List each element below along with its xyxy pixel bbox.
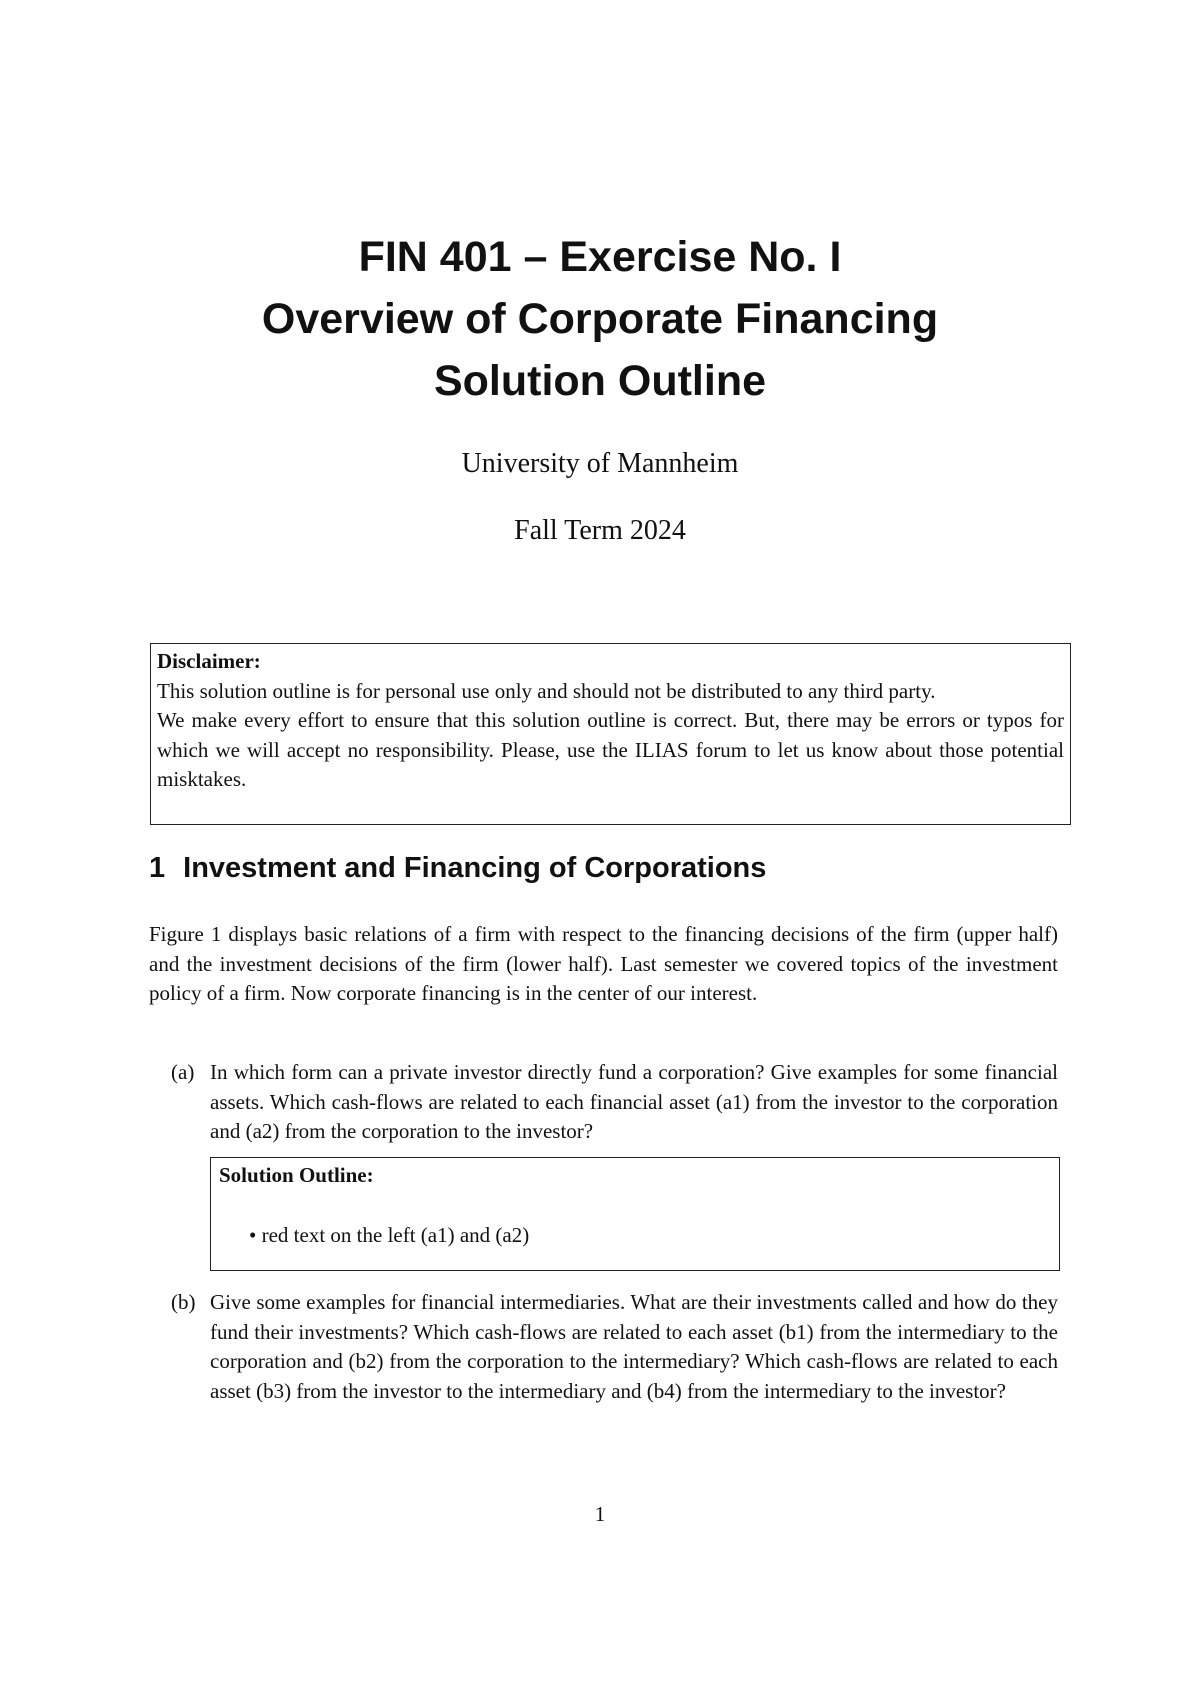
question-text: In which form can a private investor directly fund a corporation? Give examples for some financial assets. Which cash-flows are related to each financial asset (a1) from the investor to the corporation and (a2) from the corporation to the investor?	[210, 1060, 1058, 1143]
disclaimer-heading: Disclaimer:	[157, 649, 261, 673]
question-b	[171, 1288, 1058, 1406]
term: Fall Term 2024	[514, 515, 686, 546]
document-title	[0, 226, 1200, 412]
disclaimer-text-1: This solution outline is for personal use only and should not be distributed to any third party.	[157, 678, 936, 703]
institution: University of Mannheim	[461, 448, 739, 479]
section-heading	[149, 852, 766, 885]
disclaimer-box	[150, 643, 1071, 825]
solution-box-a	[210, 1157, 1060, 1271]
question-label: (b)	[171, 1290, 196, 1314]
page-number: 1	[594, 1502, 606, 1526]
section-title: Investment and Financing of Corporations	[183, 852, 767, 884]
solution-bullet-text: red text on the left (a1) and (a2)	[261, 1222, 530, 1247]
title-line-3: Solution Outline	[433, 357, 766, 405]
solution-heading: Solution Outline:	[219, 1163, 374, 1187]
section-intro: Figure 1 displays basic relations of a firm with respect to the financing decisions of the firm (upper half) and the investment decisions of the firm (lower half). Last semester we covered topics of the investment policy of a firm. Now corporate financing is in the center of our interest.	[149, 922, 1058, 1005]
question-text: Give some examples for financial intermediaries. What are their investments called and how do they fund their investments? Which cash-flows are related to each asset (b1) from the intermediary to the corporation and (b2) from the corporation to the intermediary? Which cash-flows are related to each asset (b3) from the investor to the intermediary and (b4) from the intermediary to the investor?	[210, 1290, 1058, 1403]
title-line-2: Overview of Corporate Financing	[261, 295, 939, 343]
disclaimer-text-2: We make every effort to ensure that this solution outline is correct. But, there may be errors or typos for which we will accept no responsibility. Please, use the ILIAS forum to let us know about those potential misktakes.	[157, 708, 1064, 791]
title-line-1: FIN 401 – Exercise No. I	[358, 233, 842, 281]
solution-bullet: • red text on the left (a1) and (a2)	[249, 1222, 530, 1247]
question-a	[171, 1058, 1058, 1147]
question-label: (a)	[171, 1060, 195, 1084]
section-number: 1	[149, 852, 166, 884]
